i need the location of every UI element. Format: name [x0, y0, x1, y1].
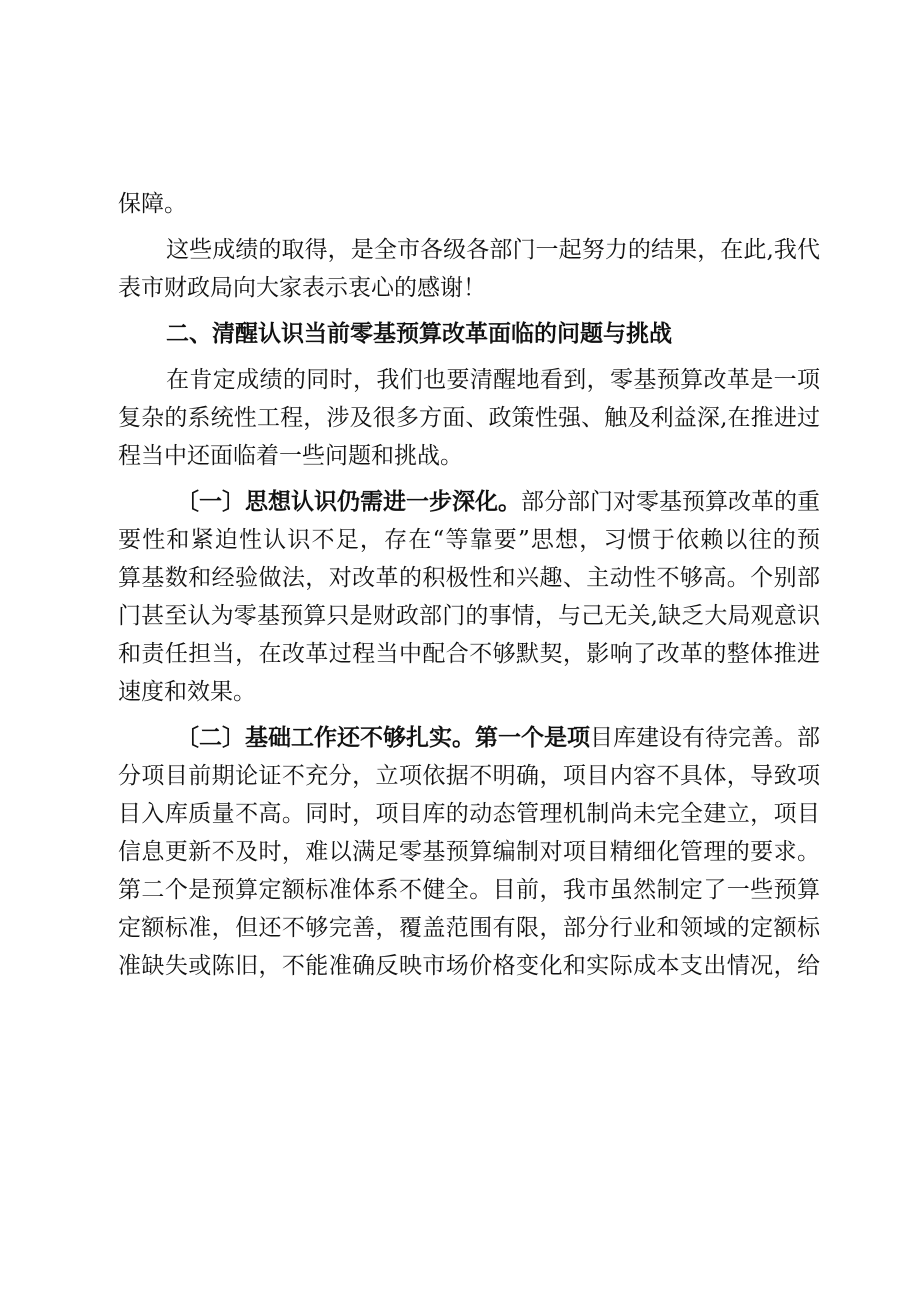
- paragraph-line: 定额标准，但还不够完善，覆盖范围有限，部分行业和领域的定额标: [118, 915, 820, 941]
- paragraph-line: 速度和效果。: [118, 679, 256, 705]
- paragraph-line: 这些成绩的取得，是全市各级各部门一起努力的结果，在此,我代: [166, 237, 820, 263]
- paragraph-line: 门甚至认为零基预算只是财政部门的事情，与己无关,缺乏大局观意识: [118, 603, 820, 629]
- paragraph-line: 表市财政局向大家表示衷心的感谢！: [118, 275, 486, 301]
- paragraph-line: 复杂的系统性工程，涉及很多方面、政策性强、触及利益深,在推进过: [118, 405, 820, 431]
- paragraph-first-line: [118, 719, 820, 757]
- paragraph-line: 要性和紧迫性认识不足，存在“等靠要”思想，习惯于依赖以往的预: [118, 527, 820, 553]
- document-page: [118, 185, 820, 993]
- paragraph-line: 算基数和经验做法，对改革的积极性和兴趣、主动性不够高。个别部: [118, 565, 820, 591]
- subheading-lead: 〔一〕思想认识仍需进一步深化。: [176, 488, 521, 515]
- paragraph-line: 第二个是预算定额标准体系不健全。目前，我市虽然制定了一些预算: [118, 877, 820, 903]
- section-heading-text: 二、清醒认识当前零基预算改革面临的问题与挑战: [166, 320, 672, 347]
- paragraph-line: 程当中还面临着一些问题和挑战。: [118, 443, 463, 469]
- paragraph-thanks: [118, 231, 820, 307]
- paragraph-line: 在肯定成绩的同时，我们也要清醒地看到，零基预算改革是一项: [166, 367, 820, 393]
- paragraph-line: 目入库质量不高。同时，项目库的动态管理机制尚未完全建立，项目: [118, 801, 820, 827]
- paragraph-text: 部分部门对零基预算改革的重: [521, 489, 820, 515]
- paragraph-line: 和责任担当，在改革过程当中配合不够默契，影响了改革的整体推进: [118, 641, 820, 667]
- section-heading: [118, 315, 820, 353]
- paragraph-line: 信息更新不及时，难以满足零基预算编制对项目精细化管理的要求。: [118, 839, 820, 865]
- paragraph-line: 准缺失或陈旧，不能准确反映市场价格变化和实际成本支出情况，给: [118, 953, 820, 979]
- paragraph-ideology: [118, 483, 820, 711]
- paragraph-text: 目库建设有待完善。部: [590, 725, 820, 751]
- paragraph-foundation: [118, 719, 820, 985]
- subheading-lead: 〔二〕基础工作还不够扎实。第一个是项: [176, 724, 590, 751]
- paragraph-line: 分项目前期论证不充分，立项依据不明确，项目内容不具体，导致项: [118, 763, 820, 789]
- paragraph-continuation: [118, 185, 820, 223]
- paragraph-line: 保障。: [118, 191, 187, 217]
- paragraph-first-line: [118, 483, 820, 521]
- paragraph-challenges-intro: [118, 361, 820, 475]
